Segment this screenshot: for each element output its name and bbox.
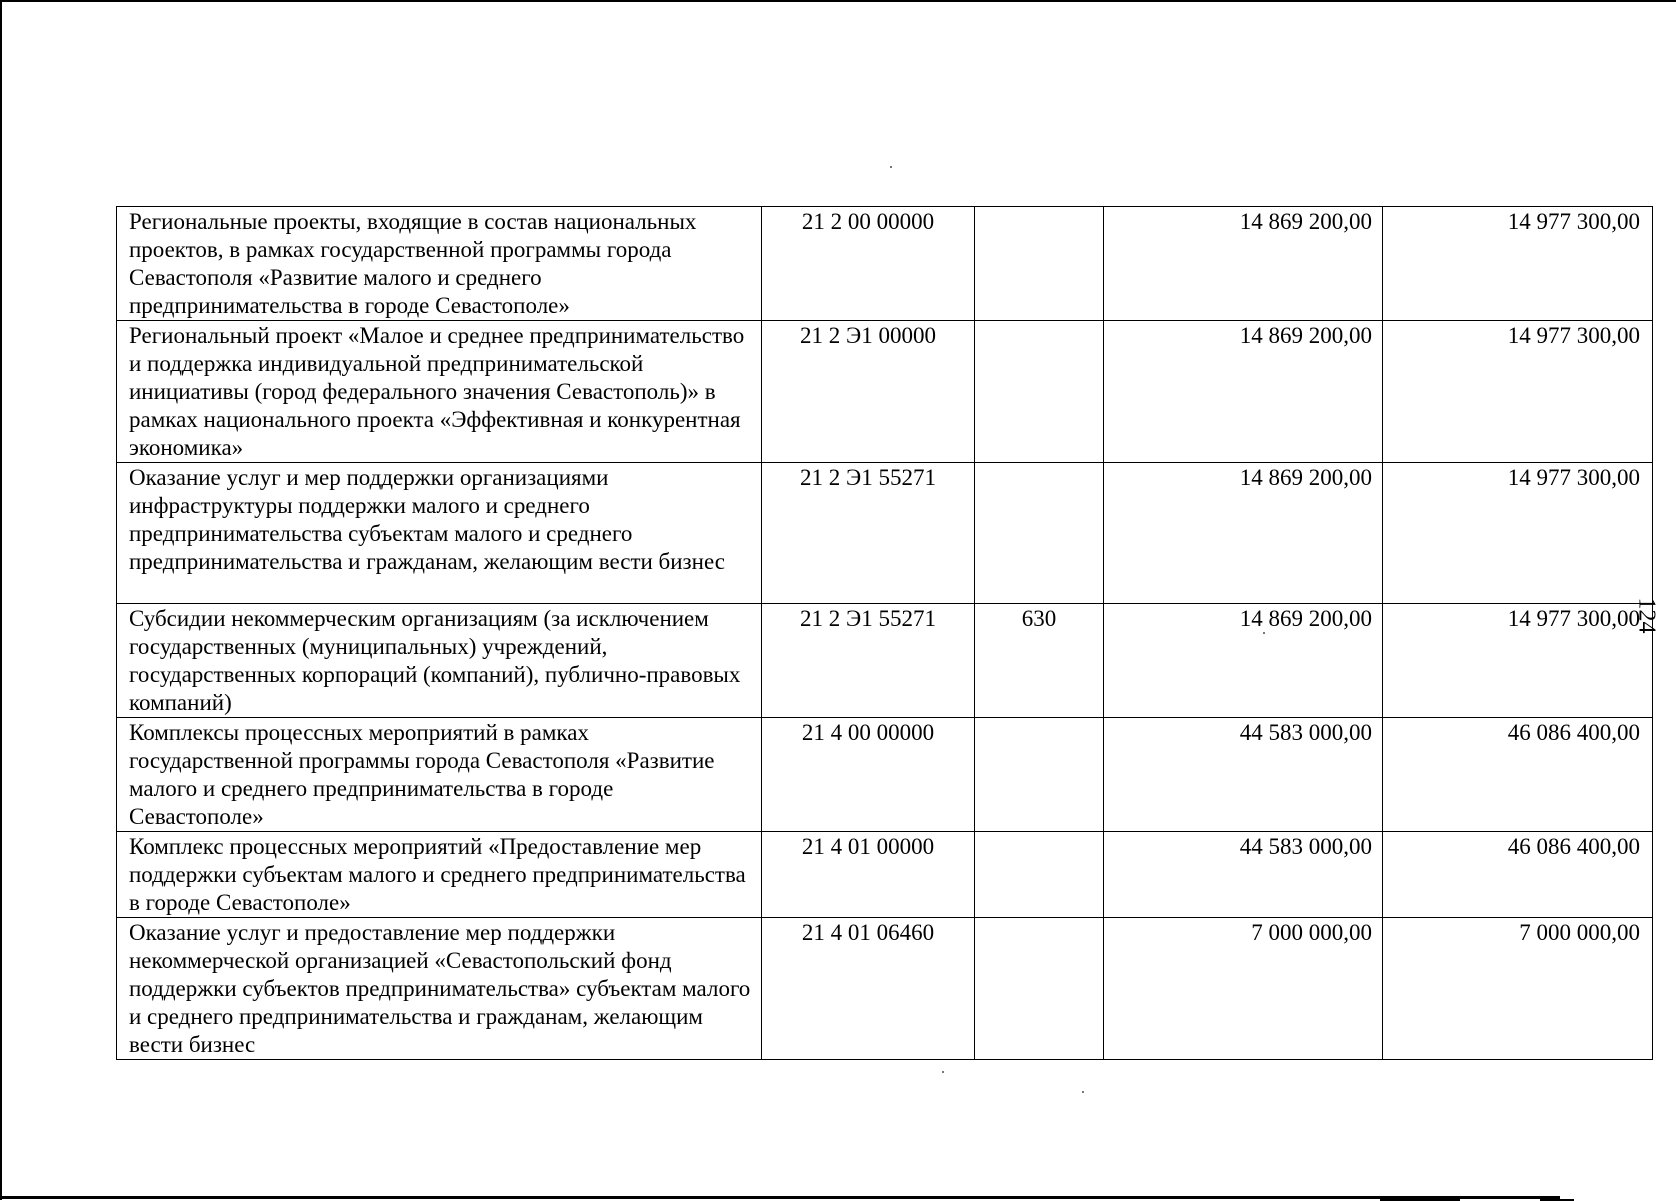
row-code-cell: 21 2 Э1 55271 (762, 604, 975, 718)
row-type-cell (975, 207, 1104, 321)
row-type-cell: 630 (975, 604, 1104, 718)
table-row (117, 321, 1653, 463)
row-code-cell: 21 2 Э1 00000 (762, 321, 975, 463)
scan-edge-bottom (0, 1196, 1560, 1199)
row-name-cell: Региональные проекты, входящие в состав национальных проектов, в рамках государственной программы города Севастополя «Развитие малого и среднего предпринимательства в городе Севастополе» (117, 207, 762, 321)
row-amount-1-cell: 14 869 200,00 (1104, 321, 1383, 463)
row-amount-2-cell: 14 977 300,00 (1383, 604, 1653, 718)
table-row (117, 604, 1653, 718)
page-number: 124 (1633, 597, 1660, 634)
scan-speck (1263, 632, 1265, 634)
table-row (117, 463, 1653, 604)
row-code-cell: 21 4 00 00000 (762, 718, 975, 832)
table-row (117, 718, 1653, 832)
budget-table (116, 206, 1653, 1060)
row-type-cell (975, 321, 1104, 463)
row-type-cell (975, 718, 1104, 832)
row-amount-1-cell: 14 869 200,00 (1104, 463, 1383, 604)
scan-edge-left (0, 0, 2, 1200)
table-row (117, 207, 1653, 321)
row-amount-2-cell: 46 086 400,00 (1383, 718, 1653, 832)
row-type-cell (975, 918, 1104, 1060)
row-code-cell: 21 2 Э1 55271 (762, 463, 975, 604)
row-amount-2-cell: 14 977 300,00 (1383, 321, 1653, 463)
scan-speck (942, 1071, 944, 1073)
row-amount-2-cell: 46 086 400,00 (1383, 832, 1653, 918)
row-amount-1-cell: 14 869 200,00 (1104, 604, 1383, 718)
scan-speck (1082, 1091, 1084, 1093)
row-name-cell: Оказание услуг и мер поддержки организациями инфраструктуры поддержки малого и среднего предпринимательства субъектам малого и среднего предпринимательства и гражданам, желающим вести бизнес (117, 463, 762, 604)
row-code-cell: 21 4 01 00000 (762, 832, 975, 918)
row-name-cell: Субсидии некоммерческим организациям (за исключением государственных (муниципальных) учреждений, государственных корпораций (компаний), публично-правовых компаний) (117, 604, 762, 718)
row-name-cell: Оказание услуг и предоставление мер поддержки некоммерческой организацией «Севастопольский фонд поддержки субъектов предпринимательства» субъектам малого и среднего предпринимательства и гражданам, желающим вести бизнес (117, 918, 762, 1060)
row-amount-1-cell: 14 869 200,00 (1104, 207, 1383, 321)
row-name-cell: Региональный проект «Малое и среднее предпринимательство и поддержка индивидуальной предпринимательской инициативы (город федерального значения Севастополь)» в рамках национального проекта «Эффективная и конкурентная экономика» (117, 321, 762, 463)
row-name-cell: Комплекс процессных мероприятий «Предоставление мер поддержки субъектам малого и среднего предпринимательства в городе Севастополе» (117, 832, 762, 918)
row-code-cell: 21 4 01 06460 (762, 918, 975, 1060)
row-amount-2-cell: 14 977 300,00 (1383, 207, 1653, 321)
row-amount-2-cell: 7 000 000,00 (1383, 918, 1653, 1060)
row-amount-2-cell: 14 977 300,00 (1383, 463, 1653, 604)
row-type-cell (975, 463, 1104, 604)
table-row (117, 918, 1653, 1060)
row-type-cell (975, 832, 1104, 918)
row-amount-1-cell: 44 583 000,00 (1104, 718, 1383, 832)
row-name-cell: Комплексы процессных мероприятий в рамках государственной программы города Севастополя «Развитие малого и среднего предпринимательства в городе Севастополе» (117, 718, 762, 832)
row-amount-1-cell: 44 583 000,00 (1104, 832, 1383, 918)
row-amount-1-cell: 7 000 000,00 (1104, 918, 1383, 1060)
row-code-cell: 21 2 00 00000 (762, 207, 975, 321)
table-row (117, 832, 1653, 918)
scan-edge-top (0, 0, 1676, 2)
scan-speck (890, 166, 892, 168)
